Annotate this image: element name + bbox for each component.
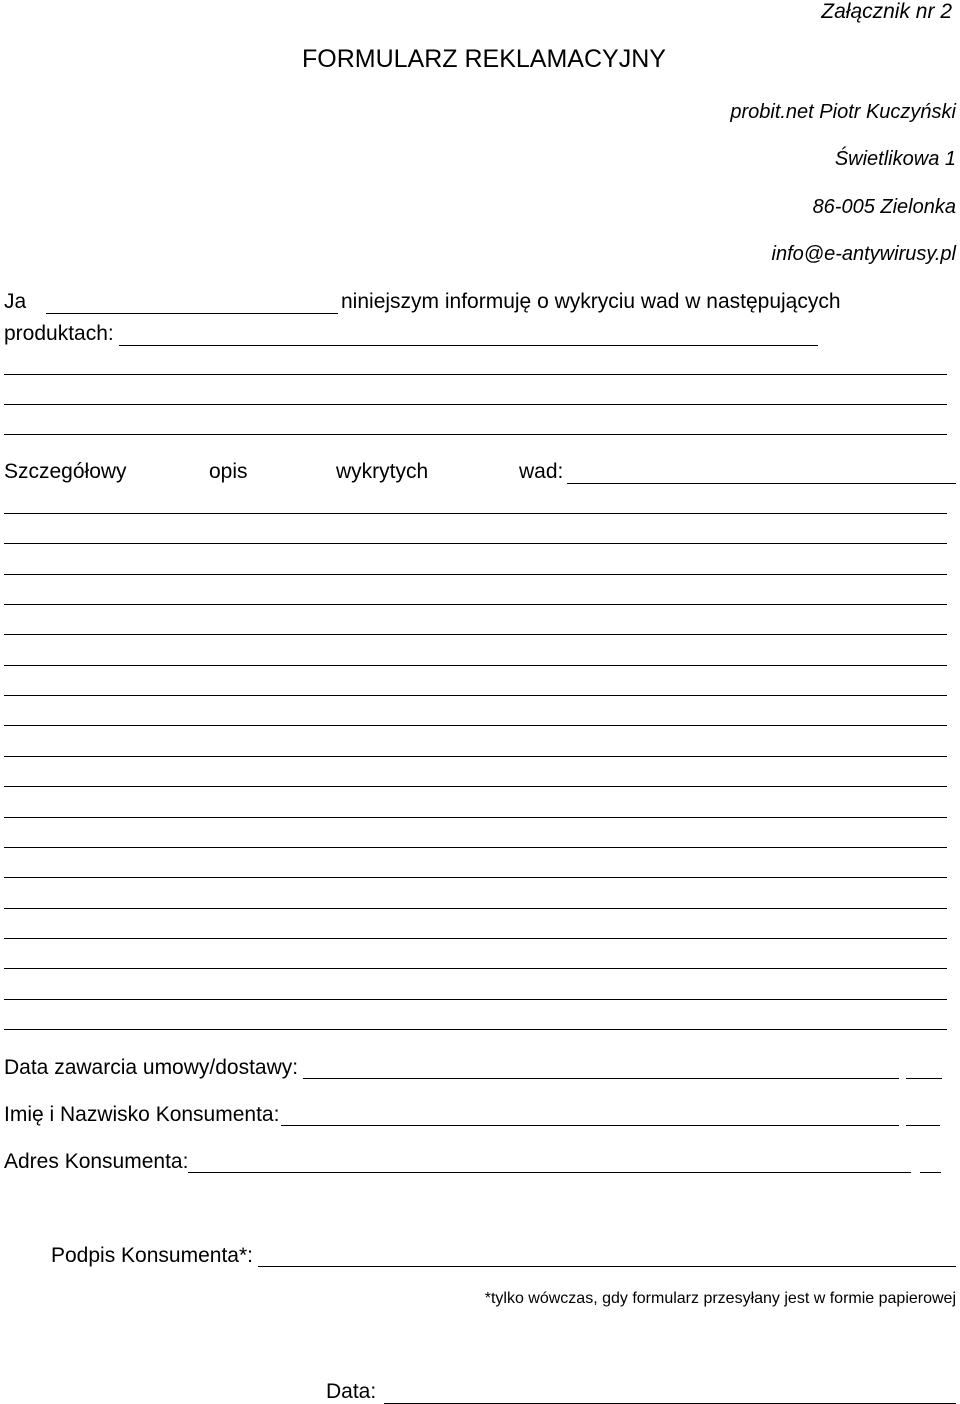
defects-line[interactable] bbox=[4, 817, 947, 818]
recipient-city: 86-005 Zielonka bbox=[812, 196, 956, 218]
defects-label-word: Szczegółowy bbox=[4, 460, 127, 483]
defects-line[interactable] bbox=[4, 968, 947, 969]
contract-date-field[interactable] bbox=[303, 1078, 899, 1079]
defects-line[interactable] bbox=[4, 725, 947, 726]
consumer-name-field[interactable] bbox=[281, 1125, 899, 1126]
consumer-name-blank[interactable] bbox=[46, 313, 338, 314]
defects-line[interactable] bbox=[4, 695, 947, 696]
products-line[interactable] bbox=[119, 345, 818, 346]
defects-line[interactable] bbox=[4, 604, 947, 605]
consumer-name-field-end[interactable] bbox=[906, 1125, 940, 1126]
consumer-address-field[interactable] bbox=[188, 1172, 911, 1173]
footnote: *tylko wówczas, gdy formularz przesyłany jest w formie papierowej bbox=[484, 1290, 956, 1307]
signature-label: Podpis Konsumenta*: bbox=[51, 1244, 253, 1267]
consumer-address-field-end[interactable] bbox=[920, 1172, 941, 1173]
defects-line[interactable] bbox=[4, 877, 947, 878]
products-line[interactable] bbox=[4, 434, 947, 435]
date-label: Data: bbox=[326, 1380, 377, 1403]
contract-date-field-end[interactable] bbox=[906, 1078, 942, 1079]
defects-label-word: wykrytych bbox=[336, 460, 429, 483]
defects-line[interactable] bbox=[4, 1029, 947, 1030]
recipient-name: probit.net Piotr Kuczyński bbox=[730, 101, 956, 123]
defects-line[interactable] bbox=[4, 786, 947, 787]
defects-line[interactable] bbox=[4, 543, 947, 544]
statement-prefix: Ja bbox=[4, 290, 27, 313]
products-label: produktach: bbox=[4, 322, 114, 345]
defects-label-word: opis bbox=[209, 460, 248, 483]
recipient-street: Świetlikowa 1 bbox=[834, 148, 956, 170]
defects-line[interactable] bbox=[4, 665, 947, 666]
signature-field[interactable] bbox=[258, 1266, 956, 1267]
defects-line[interactable] bbox=[4, 938, 947, 939]
defects-line[interactable] bbox=[4, 999, 947, 1000]
defects-line[interactable] bbox=[4, 634, 947, 635]
products-line[interactable] bbox=[4, 404, 947, 405]
statement-text: niniejszym informuję o wykryciu wad w następujących bbox=[341, 290, 841, 313]
products-line[interactable] bbox=[4, 374, 947, 375]
form-title: FORMULARZ REKLAMACYJNY bbox=[302, 45, 666, 73]
defects-line[interactable] bbox=[567, 483, 956, 484]
defects-line[interactable] bbox=[4, 847, 947, 848]
recipient-email: info@e-antywirusy.pl bbox=[771, 243, 956, 265]
defects-line[interactable] bbox=[4, 756, 947, 757]
consumer-address-label: Adres Konsumenta: bbox=[4, 1150, 189, 1173]
consumer-name-label: Imię i Nazwisko Konsumenta: bbox=[4, 1103, 280, 1126]
defects-line[interactable] bbox=[4, 908, 947, 909]
annex-label: Załącznik nr 2 bbox=[821, 0, 952, 23]
defects-line[interactable] bbox=[4, 574, 947, 575]
contract-date-label: Data zawarcia umowy/dostawy: bbox=[4, 1056, 299, 1079]
defects-label-word: wad: bbox=[519, 460, 564, 483]
defects-line[interactable] bbox=[4, 513, 947, 514]
